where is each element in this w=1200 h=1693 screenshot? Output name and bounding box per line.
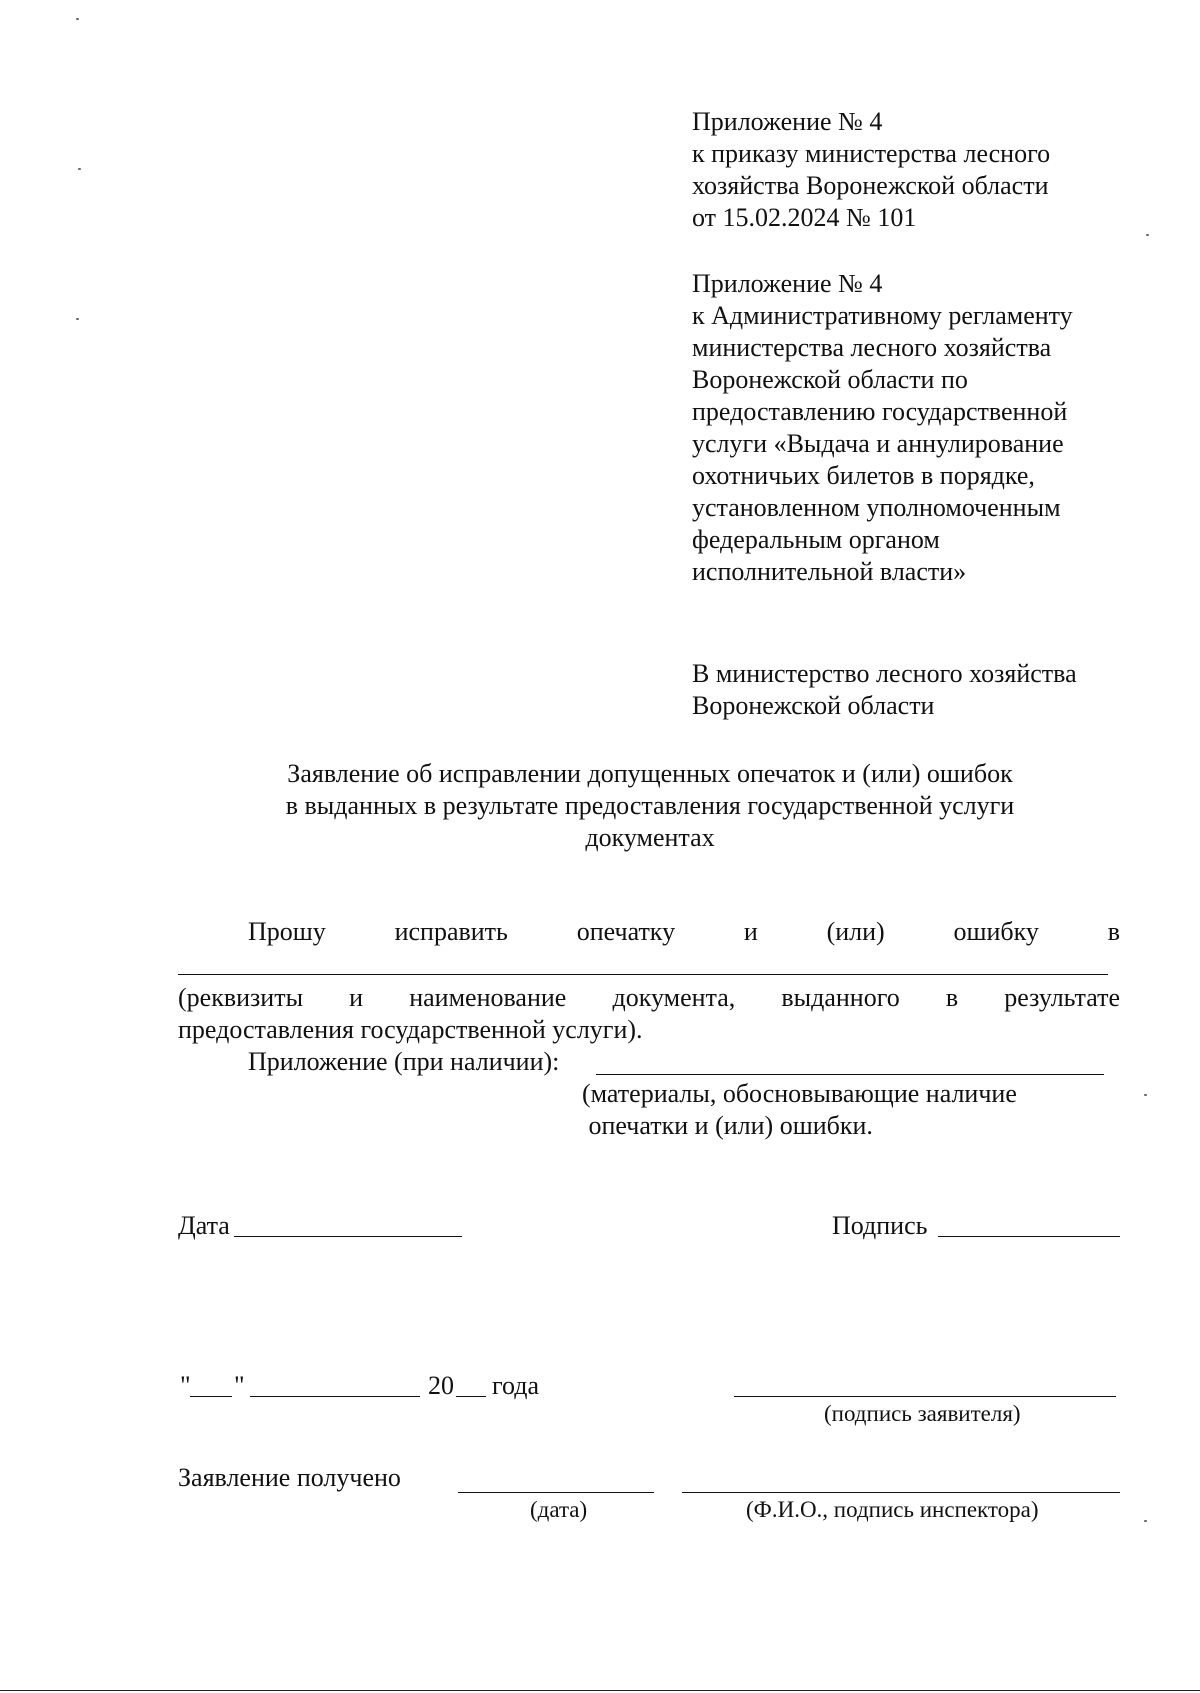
scan-speck [76,18,79,20]
annex-order-line: хозяйства Воронежской области [692,171,1049,200]
scan-speck [78,168,81,170]
annex-regulation-line: Приложение № 4 [692,269,883,298]
annex-regulation-line: федеральным органом [692,525,940,554]
annex-order-line: Приложение № 4 [692,107,883,136]
attachment-hint [582,1078,1017,1142]
requisites-word: (реквизиты [178,983,304,1012]
addressee-line: В министерство лесного хозяйства [692,659,1077,688]
request-word: в [1107,917,1120,946]
year-prefix: 20 [428,1371,454,1400]
annex-order-line: от 15.02.2024 № 101 [692,203,917,232]
inspector-signature-caption: (Ф.И.О., подпись инспектора) [746,1497,1039,1522]
requisites-word: результате [1004,983,1120,1012]
annex-regulation-line: министерства лесного хозяйства [692,333,1052,362]
requisites-word: выданного [781,983,900,1012]
scan-speck [1144,1094,1147,1096]
request-word: ошибку [953,917,1039,946]
request-word: опечатку [576,917,676,946]
annex-regulation-line: установленном уполномоченным [692,493,1061,522]
scan-speck [76,318,79,320]
applicant-signature-caption: (подпись заявителя) [824,1401,1021,1426]
document-requisites-field[interactable] [178,974,1108,975]
requisites-line [178,982,1120,1014]
year-field[interactable] [456,1396,486,1397]
attachment-label: Приложение (при наличии): [248,1047,560,1076]
day-quote-open: " [180,1371,191,1400]
annex-regulation-line: к Административному регламенту [692,301,1073,330]
request-word: и [743,917,758,946]
scan-speck [1146,234,1149,236]
request-line [248,916,1120,948]
year-suffix: года [492,1371,540,1400]
signature-label: Подпись [832,1211,928,1240]
attachment-hint-line: (материалы, обосновывающие наличие [582,1079,1017,1108]
received-date-caption: (дата) [530,1497,588,1522]
annex-order-block [692,106,1050,234]
addressee-line: Воронежской области [692,691,935,720]
scan-speck [1144,1520,1147,1522]
signature-field[interactable] [938,1236,1120,1237]
day-quote-close: " [234,1371,245,1400]
addressee-block [692,658,1077,722]
month-field[interactable] [250,1396,420,1397]
annex-regulation-line: предоставлению государственной [692,397,1068,426]
document-title [180,758,1120,854]
request-word: (или) [826,917,885,946]
day-field[interactable] [190,1396,232,1397]
annex-regulation-block [692,268,1073,588]
title-line: в выданных в результате предоставления государственной услуги [285,791,1015,820]
applicant-signature-field[interactable] [734,1396,1116,1397]
date-label: Дата [178,1211,230,1240]
title-line: Заявление об исправлении допущенных опечаток и (или) ошибок [287,759,1013,788]
requisites-word: в [945,983,959,1012]
annex-order-line: к приказу министерства лесного [692,139,1051,168]
attachment-hint-line: опечатки и (или) ошибки. [582,1111,873,1140]
requisites-word: и [349,983,364,1012]
requisites-line-2: предоставления государственной услуги). [178,1015,643,1044]
page-bottom-edge [0,1690,1200,1691]
request-word: Прошу [248,917,326,946]
received-date-field[interactable] [458,1492,654,1493]
annex-regulation-line: охотничьих билетов в порядке, [692,461,1035,490]
annex-regulation-line: Воронежской области по [692,365,968,394]
title-line: документах [585,823,715,852]
inspector-signature-field[interactable] [682,1492,1120,1493]
requisites-word: наименование [409,983,567,1012]
received-label: Заявление получено [178,1463,401,1492]
attachment-field[interactable] [596,1074,1104,1075]
requisites-word: документа, [612,983,736,1012]
request-word: исправить [394,917,508,946]
date-field[interactable] [234,1236,462,1237]
annex-regulation-line: услуги «Выдача и аннулирование [692,429,1064,458]
annex-regulation-line: исполнительной власти» [692,557,967,586]
